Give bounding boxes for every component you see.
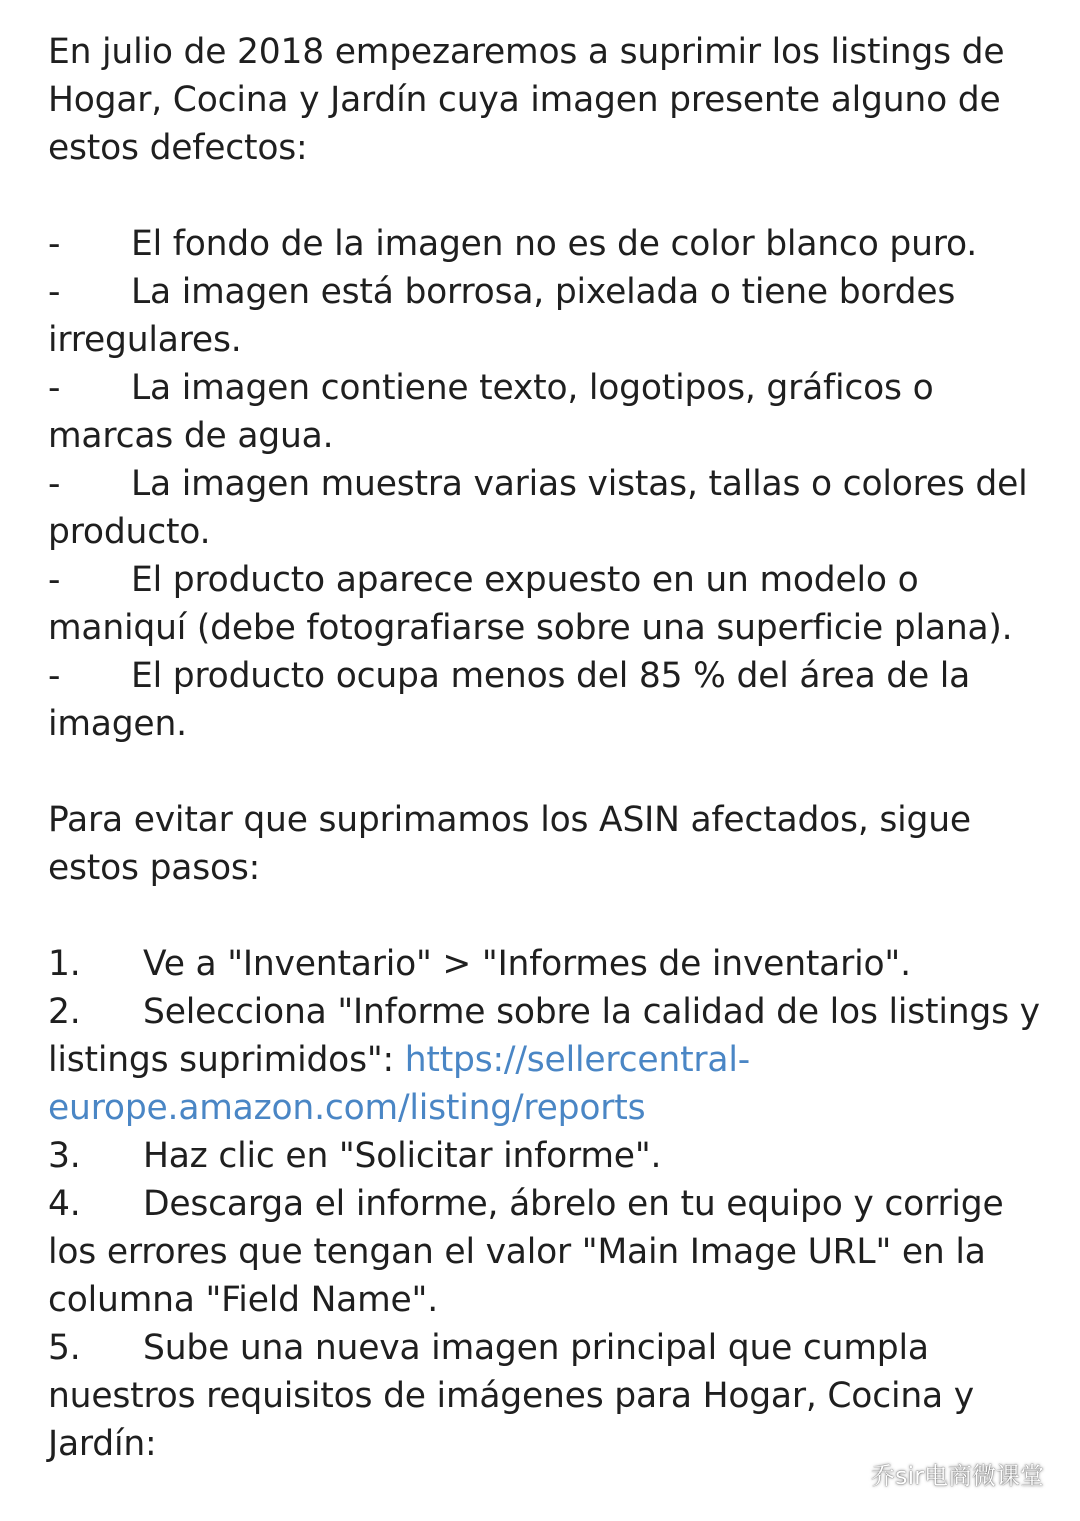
step-number: 5. bbox=[48, 1328, 81, 1368]
step-item bbox=[48, 1132, 1048, 1180]
step-text: Descarga el informe, ábrelo en tu equipo y corrige los errores que tengan el valor "Main Image URL" en la columna "Field Name". bbox=[48, 1184, 1004, 1320]
watermark bbox=[823, 1456, 1044, 1491]
step-number: 3. bbox=[48, 1136, 81, 1176]
step-item bbox=[48, 940, 1048, 988]
step-text: Sube una nueva imagen principal que cumpla nuestros requisitos de imágenes para Hogar, Cocina y Jardín: bbox=[48, 1328, 974, 1464]
spacer bbox=[48, 748, 1048, 796]
step-item bbox=[48, 988, 1048, 1132]
bullet-marker: - bbox=[48, 272, 61, 312]
step-number: 1. bbox=[48, 944, 81, 984]
watermark-text: 乔sir电商微课堂 bbox=[870, 1462, 1044, 1490]
steps-intro-paragraph: Para evitar que suprimamos los ASIN afectados, sigue estos pasos: bbox=[48, 800, 971, 888]
steps-list bbox=[48, 940, 1048, 1468]
intro-paragraph: En julio de 2018 empezaremos a suprimir los listings de Hogar, Cocina y Jardín cuya imagen presente alguno de estos defectos: bbox=[48, 32, 1005, 168]
step-text: Ve a "Inventario" > "Informes de inventario". bbox=[143, 944, 911, 984]
bullet-marker: - bbox=[48, 560, 61, 600]
step-text: Haz clic en "Solicitar informe". bbox=[143, 1136, 662, 1176]
list-item bbox=[48, 268, 1048, 364]
step-number: 2. bbox=[48, 992, 81, 1032]
list-item-text: El fondo de la imagen no es de color blanco puro. bbox=[131, 224, 978, 264]
list-item-text: La imagen contiene texto, logotipos, gráficos o marcas de agua. bbox=[48, 368, 934, 456]
reports-link[interactable]: https://sellercentral-europe.amazon.com/listing/reports bbox=[48, 1040, 750, 1128]
list-item bbox=[48, 556, 1048, 652]
list-item-text: La imagen muestra varias vistas, tallas o colores del producto. bbox=[48, 464, 1028, 552]
step-number: 4. bbox=[48, 1184, 81, 1224]
bullet-marker: - bbox=[48, 656, 61, 696]
spacer bbox=[48, 892, 1048, 940]
spacer bbox=[48, 172, 1048, 220]
defect-list bbox=[48, 220, 1048, 748]
bullet-marker: - bbox=[48, 464, 61, 504]
list-item bbox=[48, 364, 1048, 460]
step-text: Selecciona "Informe sobre la calidad de los listings y listings suprimidos": bbox=[48, 992, 1040, 1080]
step-item bbox=[48, 1180, 1048, 1324]
document-body bbox=[48, 28, 1048, 1468]
bullet-marker: - bbox=[48, 368, 61, 408]
list-item bbox=[48, 220, 1048, 268]
list-item bbox=[48, 460, 1048, 556]
list-item-text: El producto aparece expuesto en un modelo o maniquí (debe fotografiarse sobre una superficie plana). bbox=[48, 560, 1013, 648]
list-item-text: La imagen está borrosa, pixelada o tiene bordes irregulares. bbox=[48, 272, 956, 360]
list-item-text: El producto ocupa menos del 85 % del área de la imagen. bbox=[48, 656, 971, 744]
step-item bbox=[48, 1324, 1048, 1468]
list-item bbox=[48, 652, 1048, 748]
bullet-marker: - bbox=[48, 224, 61, 264]
wechat-icon bbox=[823, 1458, 863, 1490]
